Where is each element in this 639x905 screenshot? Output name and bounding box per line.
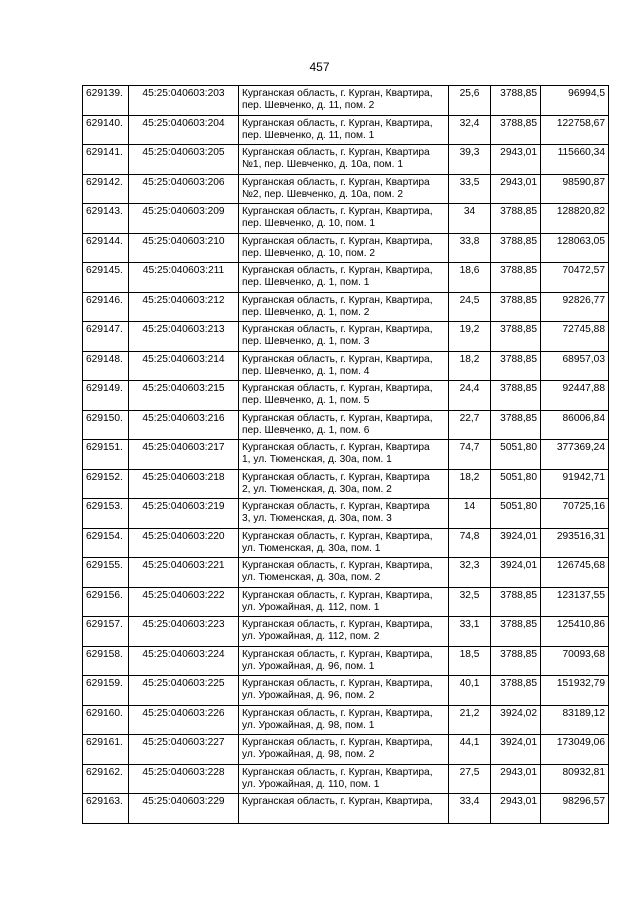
address-line-1: Курганская область, г. Курган, Квартира, bbox=[242, 265, 433, 276]
address-cell bbox=[239, 558, 449, 588]
area-cell: 74,8 bbox=[449, 528, 491, 558]
address-line-2: пер. Шевченко, д. 1, пом. 6 bbox=[242, 424, 370, 436]
area-cell: 22,7 bbox=[449, 410, 491, 440]
cadastral-number-cell: 45:25:040603:211 bbox=[129, 263, 239, 293]
cadastral-number-cell: 45:25:040603:226 bbox=[129, 705, 239, 735]
address-line-2: ул. Урожайная, д. 110, пом. 1 bbox=[242, 778, 380, 790]
cadastral-number-cell: 45:25:040603:223 bbox=[129, 617, 239, 647]
area-cell: 40,1 bbox=[449, 676, 491, 706]
cadastral-number-cell: 45:25:040603:229 bbox=[129, 794, 239, 824]
address-line-2: пер. Шевченко, д. 1, пом. 3 bbox=[242, 336, 370, 347]
row-number-cell: 629142. bbox=[83, 174, 129, 204]
address-line-2: пер. Шевченко, д. 1, пом. 1 bbox=[242, 277, 370, 288]
rate-cell: 2943,01 bbox=[491, 145, 541, 175]
row-number-cell: 629154. bbox=[83, 528, 129, 558]
rate-cell: 3788,85 bbox=[491, 86, 541, 116]
area-cell: 21,2 bbox=[449, 705, 491, 735]
cadastral-value-cell: 98590,87 bbox=[541, 174, 609, 204]
cadastral-value-cell: 70472,57 bbox=[541, 263, 609, 293]
cadastral-number-cell: 45:25:040603:206 bbox=[129, 174, 239, 204]
rate-cell: 3924,01 bbox=[491, 735, 541, 765]
address-line-1: Курганская область, г. Курган, Квартира, bbox=[242, 560, 433, 571]
table-row bbox=[83, 233, 609, 263]
rate-cell: 3788,85 bbox=[491, 292, 541, 322]
cadastral-value-cell: 70725,16 bbox=[541, 499, 609, 529]
address-line-2: ул. Урожайная, д. 98, пом. 2 bbox=[242, 749, 375, 760]
cadastral-number-cell: 45:25:040603:216 bbox=[129, 410, 239, 440]
row-number-cell: 629152. bbox=[83, 469, 129, 499]
cadastral-value-cell: 293516,31 bbox=[541, 528, 609, 558]
address-cell bbox=[239, 499, 449, 529]
row-number-cell: 629158. bbox=[83, 646, 129, 676]
cadastral-number-cell: 45:25:040603:212 bbox=[129, 292, 239, 322]
rate-cell: 2943,01 bbox=[491, 174, 541, 204]
row-number-cell: 629140. bbox=[83, 115, 129, 145]
address-line-2: ул. Урожайная, д. 96, пом. 1 bbox=[242, 660, 375, 672]
area-cell: 32,5 bbox=[449, 587, 491, 617]
address-line-1: Курганская область, г. Курган, Квартира, bbox=[242, 530, 433, 542]
table-row bbox=[83, 292, 609, 322]
table-row bbox=[83, 351, 609, 381]
cadastral-number-cell: 45:25:040603:213 bbox=[129, 322, 239, 352]
address-line-1: Курганская область, г. Курган, Квартира, bbox=[242, 206, 433, 217]
rate-cell: 5051,80 bbox=[491, 499, 541, 529]
rate-cell: 3924,01 bbox=[491, 558, 541, 588]
cadastral-value-cell: 80932,81 bbox=[541, 764, 609, 794]
address-cell bbox=[239, 115, 449, 145]
row-number-cell: 629146. bbox=[83, 292, 129, 322]
table-row bbox=[83, 86, 609, 116]
area-cell: 18,5 bbox=[449, 646, 491, 676]
area-cell: 24,5 bbox=[449, 292, 491, 322]
table-row bbox=[83, 528, 609, 558]
rate-cell: 3788,85 bbox=[491, 322, 541, 352]
row-number-cell: 629155. bbox=[83, 558, 129, 588]
cadastral-number-cell: 45:25:040603:228 bbox=[129, 764, 239, 794]
address-cell bbox=[239, 381, 449, 411]
address-line-1: Курганская область, г. Курган, Квартира, bbox=[242, 796, 433, 807]
address-cell bbox=[239, 735, 449, 765]
rate-cell: 3788,85 bbox=[491, 410, 541, 440]
address-line-1: Курганская область, г. Курган, Квартира bbox=[242, 471, 430, 483]
area-cell: 18,2 bbox=[449, 469, 491, 499]
address-line-2: ул. Тюменская, д. 30а, пом. 2 bbox=[242, 572, 381, 583]
area-cell: 33,4 bbox=[449, 794, 491, 824]
address-line-1: Курганская область, г. Курган, Квартира, bbox=[242, 294, 433, 306]
address-line-1: Курганская область, г. Курган, Квартира, bbox=[242, 383, 433, 394]
row-number-cell: 629141. bbox=[83, 145, 129, 175]
address-line-2: ул. Урожайная, д. 96, пом. 2 bbox=[242, 690, 375, 701]
table-row bbox=[83, 263, 609, 293]
cadastral-value-cell: 126745,68 bbox=[541, 558, 609, 588]
cadastral-value-cell: 96994,5 bbox=[541, 86, 609, 116]
address-line-1: Курганская область, г. Курган, Квартира bbox=[242, 501, 430, 512]
cadastral-value-cell: 92447,88 bbox=[541, 381, 609, 411]
row-number-cell: 629149. bbox=[83, 381, 129, 411]
table-row bbox=[83, 558, 609, 588]
rate-cell: 3924,02 bbox=[491, 705, 541, 735]
cadastral-value-cell: 86006,84 bbox=[541, 410, 609, 440]
rate-cell: 3788,85 bbox=[491, 617, 541, 647]
row-number-cell: 629153. bbox=[83, 499, 129, 529]
cadastral-value-cell: 128063,05 bbox=[541, 233, 609, 263]
area-cell: 32,4 bbox=[449, 115, 491, 145]
address-line-1: Курганская область, г. Курган, Квартира, bbox=[242, 324, 433, 335]
address-line-2: №1, пер. Шевченко, д. 10а, пом. 1 bbox=[242, 159, 403, 170]
address-line-1: Курганская область, г. Курган, Квартира, bbox=[242, 648, 433, 660]
area-cell: 14 bbox=[449, 499, 491, 529]
cadastral-value-cell: 68957,03 bbox=[541, 351, 609, 381]
property-table bbox=[82, 85, 609, 824]
address-line-1: Курганская область, г. Курган, Квартира, bbox=[242, 619, 433, 630]
rate-cell: 2943,01 bbox=[491, 764, 541, 794]
address-line-1: Курганская область, г. Курган, Квартира, bbox=[242, 412, 433, 424]
row-number-cell: 629145. bbox=[83, 263, 129, 293]
rate-cell: 3788,85 bbox=[491, 263, 541, 293]
table-row bbox=[83, 381, 609, 411]
area-cell: 19,2 bbox=[449, 322, 491, 352]
address-cell bbox=[239, 617, 449, 647]
cadastral-value-cell: 72745,88 bbox=[541, 322, 609, 352]
rate-cell: 2943,01 bbox=[491, 794, 541, 824]
address-cell bbox=[239, 322, 449, 352]
rate-cell: 3788,85 bbox=[491, 676, 541, 706]
address-line-2: пер. Шевченко, д. 11, пом. 2 bbox=[242, 100, 375, 111]
address-line-2: ул. Урожайная, д. 112, пом. 1 bbox=[242, 601, 380, 613]
address-line-2: пер. Шевченко, д. 10, пом. 2 bbox=[242, 247, 376, 259]
cadastral-value-cell: 115660,34 bbox=[541, 145, 609, 175]
address-cell bbox=[239, 764, 449, 794]
address-cell bbox=[239, 469, 449, 499]
row-number-cell: 629159. bbox=[83, 676, 129, 706]
cadastral-number-cell: 45:25:040603:227 bbox=[129, 735, 239, 765]
area-cell: 27,5 bbox=[449, 764, 491, 794]
area-cell: 32,3 bbox=[449, 558, 491, 588]
rate-cell: 5051,80 bbox=[491, 440, 541, 470]
address-line-2: ул. Тюменская, д. 30а, пом. 1 bbox=[242, 542, 381, 554]
address-line-2: пер. Шевченко, д. 11, пом. 1 bbox=[242, 129, 375, 141]
table-row bbox=[83, 145, 609, 175]
address-line-2: 3, ул. Тюменская, д. 30а, пом. 3 bbox=[242, 513, 392, 524]
address-line-1: Курганская область, г. Курган, Квартира bbox=[242, 147, 430, 158]
address-line-1: Курганская область, г. Курган, Квартира, bbox=[242, 678, 433, 689]
address-line-1: Курганская область, г. Курган, Квартира, bbox=[242, 117, 433, 129]
table-row bbox=[83, 115, 609, 145]
table-row bbox=[83, 174, 609, 204]
row-number-cell: 629148. bbox=[83, 351, 129, 381]
rate-cell: 3924,01 bbox=[491, 528, 541, 558]
address-line-1: Курганская область, г. Курган, Квартира, bbox=[242, 707, 433, 719]
address-line-2: 1, ул. Тюменская, д. 30а, пом. 1 bbox=[242, 454, 392, 465]
cadastral-number-cell: 45:25:040603:221 bbox=[129, 558, 239, 588]
cadastral-value-cell: 173049,06 bbox=[541, 735, 609, 765]
cadastral-number-cell: 45:25:040603:219 bbox=[129, 499, 239, 529]
cadastral-number-cell: 45:25:040603:204 bbox=[129, 115, 239, 145]
address-cell bbox=[239, 174, 449, 204]
address-cell bbox=[239, 528, 449, 558]
address-cell bbox=[239, 440, 449, 470]
rate-cell: 3788,85 bbox=[491, 115, 541, 145]
table-row bbox=[83, 587, 609, 617]
rate-cell: 3788,85 bbox=[491, 351, 541, 381]
area-cell: 39,3 bbox=[449, 145, 491, 175]
table-row bbox=[83, 735, 609, 765]
row-number-cell: 629144. bbox=[83, 233, 129, 263]
table-row bbox=[83, 322, 609, 352]
cadastral-value-cell: 122758,67 bbox=[541, 115, 609, 145]
address-line-2: пер. Шевченко, д. 10, пом. 1 bbox=[242, 218, 376, 229]
address-line-2: ул. Урожайная, д. 98, пом. 1 bbox=[242, 719, 375, 731]
cadastral-value-cell: 91942,71 bbox=[541, 469, 609, 499]
cadastral-value-cell: 123137,55 bbox=[541, 587, 609, 617]
address-cell bbox=[239, 794, 449, 824]
address-line-1: Курганская область, г. Курган, Квартира, bbox=[242, 353, 433, 365]
row-number-cell: 629151. bbox=[83, 440, 129, 470]
area-cell: 18,2 bbox=[449, 351, 491, 381]
address-cell bbox=[239, 292, 449, 322]
table-row bbox=[83, 469, 609, 499]
cadastral-value-cell: 98296,57 bbox=[541, 794, 609, 824]
cadastral-value-cell: 128820,82 bbox=[541, 204, 609, 234]
area-cell: 34 bbox=[449, 204, 491, 234]
row-number-cell: 629160. bbox=[83, 705, 129, 735]
area-cell: 33,5 bbox=[449, 174, 491, 204]
cadastral-number-cell: 45:25:040603:217 bbox=[129, 440, 239, 470]
rate-cell: 3788,85 bbox=[491, 646, 541, 676]
area-cell: 25,6 bbox=[449, 86, 491, 116]
cadastral-value-cell: 151932,79 bbox=[541, 676, 609, 706]
row-number-cell: 629157. bbox=[83, 617, 129, 647]
table-body bbox=[83, 86, 609, 824]
address-cell bbox=[239, 676, 449, 706]
address-cell bbox=[239, 646, 449, 676]
cadastral-number-cell: 45:25:040603:205 bbox=[129, 145, 239, 175]
address-cell bbox=[239, 351, 449, 381]
rate-cell: 3788,85 bbox=[491, 233, 541, 263]
area-cell: 33,8 bbox=[449, 233, 491, 263]
rate-cell: 3788,85 bbox=[491, 204, 541, 234]
row-number-cell: 629143. bbox=[83, 204, 129, 234]
table-row bbox=[83, 764, 609, 794]
cadastral-number-cell: 45:25:040603:209 bbox=[129, 204, 239, 234]
address-line-2: пер. Шевченко, д. 1, пом. 5 bbox=[242, 395, 370, 406]
table-row bbox=[83, 676, 609, 706]
row-number-cell: 629163. bbox=[83, 794, 129, 824]
address-cell bbox=[239, 263, 449, 293]
area-cell: 33,1 bbox=[449, 617, 491, 647]
row-number-cell: 629162. bbox=[83, 764, 129, 794]
address-line-2: ул. Урожайная, д. 112, пом. 2 bbox=[242, 631, 380, 642]
address-cell bbox=[239, 705, 449, 735]
row-number-cell: 629139. bbox=[83, 86, 129, 116]
address-cell bbox=[239, 410, 449, 440]
cadastral-number-cell: 45:25:040603:210 bbox=[129, 233, 239, 263]
address-line-1: Курганская область, г. Курган, Квартира bbox=[242, 176, 430, 188]
cadastral-number-cell: 45:25:040603:214 bbox=[129, 351, 239, 381]
address-cell bbox=[239, 587, 449, 617]
rate-cell: 3788,85 bbox=[491, 381, 541, 411]
table-row bbox=[83, 410, 609, 440]
area-cell: 24,4 bbox=[449, 381, 491, 411]
table-row bbox=[83, 204, 609, 234]
address-line-2: №2, пер. Шевченко, д. 10а, пом. 2 bbox=[242, 188, 403, 200]
rate-cell: 5051,80 bbox=[491, 469, 541, 499]
address-cell bbox=[239, 204, 449, 234]
cadastral-value-cell: 377369,24 bbox=[541, 440, 609, 470]
row-number-cell: 629161. bbox=[83, 735, 129, 765]
address-cell bbox=[239, 86, 449, 116]
cadastral-number-cell: 45:25:040603:222 bbox=[129, 587, 239, 617]
address-line-1: Курганская область, г. Курган, Квартира bbox=[242, 442, 430, 453]
table-row bbox=[83, 499, 609, 529]
address-line-2: пер. Шевченко, д. 1, пом. 2 bbox=[242, 306, 370, 318]
table-row bbox=[83, 646, 609, 676]
table-row bbox=[83, 617, 609, 647]
page-number: 457 bbox=[309, 60, 330, 74]
address-line-2: 2, ул. Тюменская, д. 30а, пом. 2 bbox=[242, 483, 392, 495]
address-line-1: Курганская область, г. Курган, Квартира, bbox=[242, 737, 433, 748]
cadastral-number-cell: 45:25:040603:215 bbox=[129, 381, 239, 411]
row-number-cell: 629156. bbox=[83, 587, 129, 617]
address-line-1: Курганская область, г. Курган, Квартира, bbox=[242, 766, 433, 778]
rate-cell: 3788,85 bbox=[491, 587, 541, 617]
area-cell: 44,1 bbox=[449, 735, 491, 765]
cadastral-number-cell: 45:25:040603:225 bbox=[129, 676, 239, 706]
cadastral-number-cell: 45:25:040603:203 bbox=[129, 86, 239, 116]
area-cell: 74,7 bbox=[449, 440, 491, 470]
cadastral-value-cell: 125410,86 bbox=[541, 617, 609, 647]
address-cell bbox=[239, 145, 449, 175]
address-cell bbox=[239, 233, 449, 263]
cadastral-number-cell: 45:25:040603:224 bbox=[129, 646, 239, 676]
address-line-2: пер. Шевченко, д. 1, пом. 4 bbox=[242, 365, 370, 377]
table-row bbox=[83, 705, 609, 735]
row-number-cell: 629147. bbox=[83, 322, 129, 352]
cadastral-value-cell: 83189,12 bbox=[541, 705, 609, 735]
cadastral-number-cell: 45:25:040603:218 bbox=[129, 469, 239, 499]
address-line-1: Курганская область, г. Курган, Квартира, bbox=[242, 235, 433, 247]
table-row bbox=[83, 794, 609, 824]
address-line-1: Курганская область, г. Курган, Квартира, bbox=[242, 589, 433, 601]
cadastral-value-cell: 92826,77 bbox=[541, 292, 609, 322]
area-cell: 18,6 bbox=[449, 263, 491, 293]
table-row bbox=[83, 440, 609, 470]
cadastral-value-cell: 70093,68 bbox=[541, 646, 609, 676]
cadastral-number-cell: 45:25:040603:220 bbox=[129, 528, 239, 558]
address-line-1: Курганская область, г. Курган, Квартира, bbox=[242, 88, 433, 99]
row-number-cell: 629150. bbox=[83, 410, 129, 440]
